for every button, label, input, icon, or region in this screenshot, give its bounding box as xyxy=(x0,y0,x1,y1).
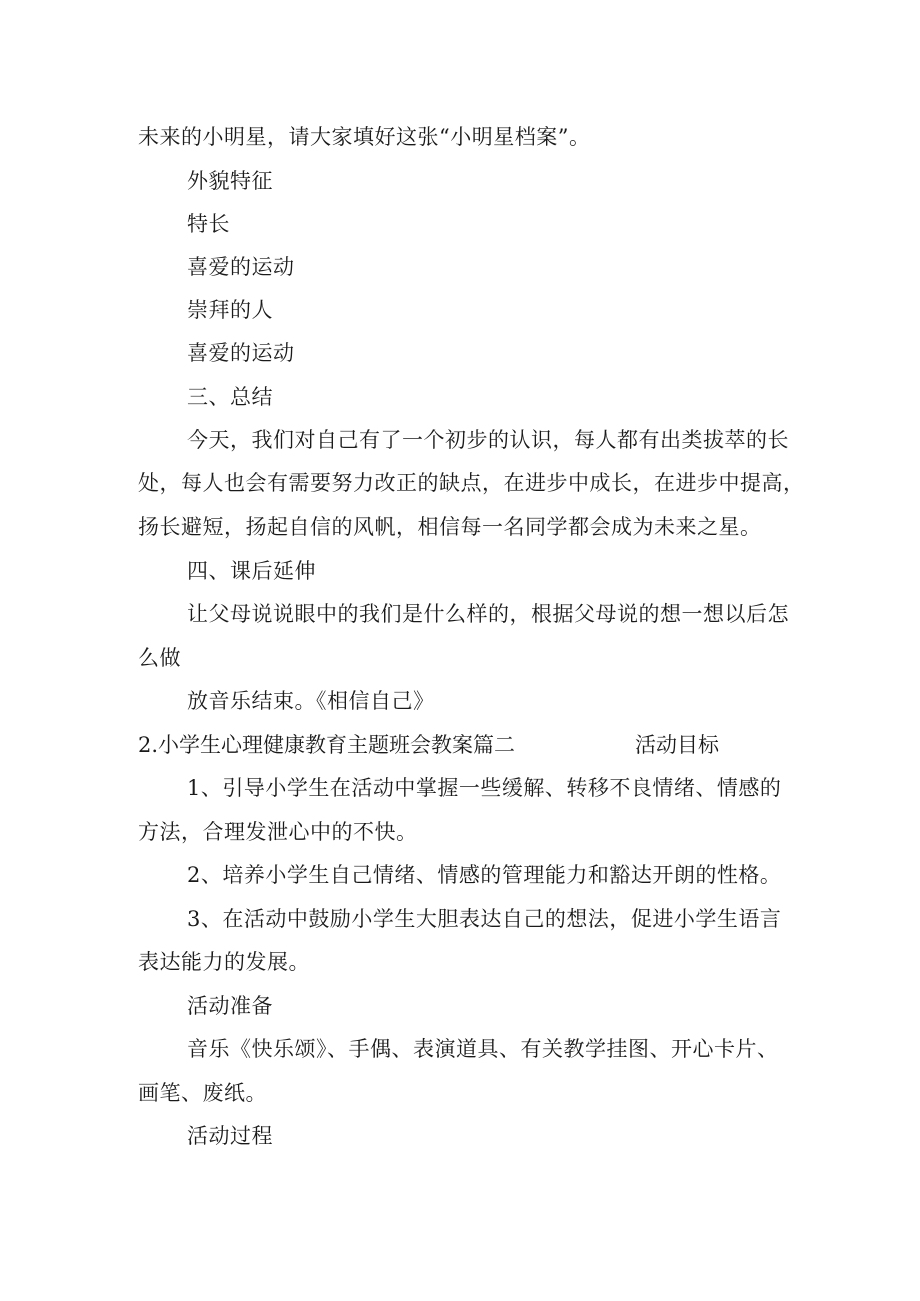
text-line: 画笔、废纸。 xyxy=(138,1081,267,1105)
text-line: 放音乐结束。《相信自己》 xyxy=(187,689,435,713)
section-heading-extension: 四、课后延伸 xyxy=(187,559,316,583)
text-line: 喜爱的运动 xyxy=(187,341,295,365)
text-line: 2、培养小学生自己情绪、情感的管理能力和豁达开朗的性格。 xyxy=(187,863,782,887)
text-line: 今天，我们对自己有了一个初步的认识，每人都有出类拔萃的长 xyxy=(187,428,789,452)
text-line: 特长 xyxy=(187,212,230,236)
text-line: 外貌特征 xyxy=(187,169,273,193)
text-line: 3、在活动中鼓励小学生大胆表达自己的想法，促进小学生语言 xyxy=(187,907,782,931)
section-heading: 2.小学生心理健康教育主题班会教案篇二 xyxy=(138,733,516,757)
text-line: 1、引导小学生在活动中掌握一些缓解、转移不良情绪、情感的 xyxy=(187,776,782,800)
section-heading-process: 活动过程 xyxy=(187,1124,273,1148)
text-line: 喜爱的运动 xyxy=(187,255,295,279)
text-line: 么做 xyxy=(138,646,181,670)
section-heading-row xyxy=(138,730,738,760)
section-heading-summary: 三、总结 xyxy=(187,385,273,409)
text-line: 崇拜的人 xyxy=(187,298,273,322)
text-line: 扬长避短，扬起自信的风帆，相信每一名同学都会成为未来之星。 xyxy=(138,515,762,539)
section-heading-preparation: 活动准备 xyxy=(187,994,273,1018)
text-line: 音乐《快乐颂》、手偶、表演道具、有关教学挂图、开心卡片、 xyxy=(187,1037,779,1061)
text-line: 方法，合理发泄心中的不快。 xyxy=(138,820,418,844)
text-line: 表达能力的发展。 xyxy=(138,950,310,974)
text-line: 未来的小明星，请大家填好这张“小明星档案”。 xyxy=(138,125,591,149)
section-subheading: 活动目标 xyxy=(635,733,719,757)
text-line: 处，每人也会有需要努力改正的缺点，在进步中成长，在进步中提高， xyxy=(138,471,805,495)
text-line: 让父母说说眼中的我们是什么样的，根据父母说的想一想以后怎 xyxy=(187,602,789,626)
